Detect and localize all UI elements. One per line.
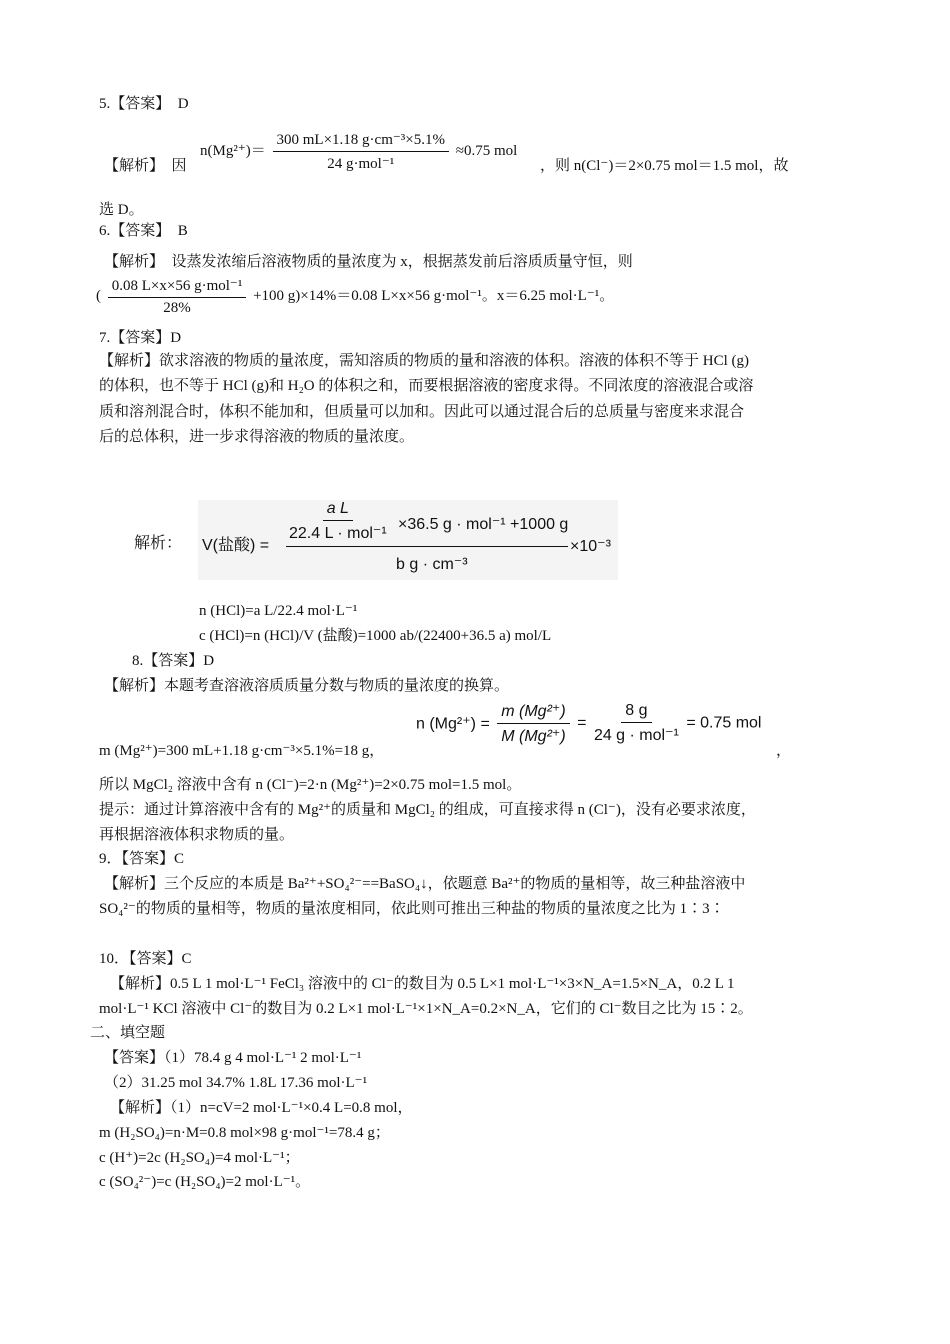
fill-analysis-3: c (H⁺)=2c (H₂SO₄)=4 mol·L⁻¹；	[99, 1150, 300, 1166]
q5-equation	[200, 130, 517, 173]
q8-eq-f2-denominator: 24 g · mol⁻¹	[593, 727, 679, 744]
q8-equation	[416, 701, 761, 746]
q5-eq-rhs: ≈0.75 mol	[455, 142, 518, 159]
fill-heading: 二、填空题	[90, 1025, 166, 1041]
q5-eq-lhs: n(Mg²⁺)＝	[200, 142, 266, 159]
q7-answer: 7.【答案】D	[99, 330, 182, 346]
q7-img-numerator-rest: ×36.5 g · mol⁻¹ +1000 g	[398, 516, 569, 533]
q9-answer: 9．【答案】C	[99, 851, 185, 867]
q5-tail2: 选 D。	[99, 202, 144, 218]
fill-analysis-4: c (SO₄²⁻)=c (H₂SO₄)=2 mol·L⁻¹。	[99, 1174, 311, 1190]
q7-c-line: c (HCl)=n (HCl)/V (盐酸)=1000 ab/(22400+36.5 a) mol/L	[199, 628, 552, 644]
q9-line-1: 【解析】三个反应的本质是 Ba²⁺+SO₄²⁻==BaSO₄↓，依题意 Ba²⁺的物质的量相等，故三种盐溶液中	[104, 876, 746, 892]
q8-comma: ，	[776, 743, 792, 759]
q6-eq-rest: +100 g)×14%＝0.08 L×x×56 g·mol⁻¹。x＝6.25 mol·L⁻¹。	[253, 287, 615, 304]
q5-analysis-label: 【解析】 因	[104, 158, 187, 174]
q9-line-2: SO₄²⁻的物质的量相等，物质的量浓度相同，依此则可推出三种盐的物质的量浓度之比为 1∶3∶	[99, 901, 725, 917]
q8-eq-f2-numerator: 8 g	[621, 702, 651, 723]
q8-m-line: m (Mg²⁺)=300 mL+1.18 g·cm⁻³×5.1%=18 g，	[99, 743, 385, 759]
q7-image-label: 解析：	[134, 535, 183, 552]
q7-line-4: 后的总体积，进一步求得溶液的物质的量浓度。	[99, 429, 415, 445]
q8-line-2: 所以 MgCl₂ 溶液中含有 n (Cl⁻)=2·n (Mg²⁺)=2×0.75 mol=1.5 mol。	[99, 777, 522, 793]
q8-line-4: 再根据溶液体积求物质的量。	[99, 827, 295, 843]
q5-eq-fraction	[273, 130, 449, 173]
q8-eq-fraction-1	[497, 701, 569, 746]
q8-line-3: 提示：通过计算溶液中含有的 Mg²⁺的质量和 MgCl₂ 的组成，可直接求得 n (Cl⁻)，没有必要求浓度，	[99, 802, 756, 818]
q10-line-2: mol·L⁻¹ KCl 溶液中 Cl⁻的数目为 0.2 L×1 mol·L⁻¹×1×N_A=0.2×N_A，它们的 Cl⁻数目之比为 15∶2。	[99, 1001, 753, 1017]
q7-img-tail: ×10⁻³	[570, 538, 611, 555]
q8-eq-f1-denominator: M (Mg²⁺)	[501, 728, 566, 745]
fill-analysis-2: m (H₂SO₄)=n·M=0.8 mol×98 g·mol⁻¹=78.4 g；	[99, 1125, 390, 1141]
fill-answer-1: 【答案】（1）78.4 g 4 mol·L⁻¹ 2 mol·L⁻¹	[104, 1050, 362, 1066]
q10-line-1: 【解析】0.5 L 1 mol·L⁻¹ FeCl₃ 溶液中的 Cl⁻的数目为 0.5 L×1 mol·L⁻¹×3×N_A=1.5×N_A，0.2 L 1	[110, 976, 735, 992]
q6-answer: 6.【答案】 B	[99, 223, 188, 239]
q6-eq-numerator: 0.08 L×x×56 g·mol⁻¹	[108, 276, 247, 298]
q7-n-line: n (HCl)=a L/22.4 mol·L⁻¹	[199, 603, 358, 619]
q8-eq-lhs: n (Mg²⁺) =	[416, 715, 490, 733]
q7-line-1: 【解析】欲求溶液的物质的量浓度，需知溶质的物质的量和溶液的体积。溶液的体积不等于 HCl (g)	[99, 353, 749, 369]
q6-analysis: 【解析】 设蒸发浓缩后溶液物质的量浓度为 x，根据蒸发前后溶质质量守恒，则	[104, 254, 633, 270]
q7-img-inner-denominator: 22.4 L · mol⁻¹	[289, 525, 387, 542]
q7-img-lhs: V(盐酸) =	[202, 537, 270, 554]
q5-eq-denominator: 24 g·mol⁻¹	[327, 156, 395, 172]
q8-eq-f1-numerator: m (Mg²⁺)	[497, 701, 569, 724]
q5-tail: ，则 n(Cl⁻)＝2×0.75 mol＝1.5 mol，故	[540, 158, 789, 174]
q8-analysis: 【解析】本题考查溶液溶质质量分数与物质的量浓度的换算。	[104, 678, 510, 694]
q10-answer: 10．【答案】C	[99, 951, 192, 967]
q8-eq-equals: =	[577, 714, 587, 732]
q8-eq-rhs: = 0.75 mol	[686, 714, 762, 732]
q8-answer: 8.【答案】D	[132, 653, 215, 669]
q6-eq-fraction	[108, 276, 247, 317]
fill-answer-2: （2）31.25 mol 34.7% 1.8L 17.36 mol·L⁻¹	[104, 1075, 368, 1091]
q6-eq-denominator: 28%	[163, 300, 191, 316]
q8-eq-fraction-2	[594, 702, 679, 745]
q6-eq-open: (	[96, 287, 101, 304]
q7-line-2: 的体积，也不等于 HCl (g)和 H₂O 的体积之和，而要根据溶液的密度求得。不同浓度的溶液混合或溶	[99, 378, 754, 394]
q7-img-denominator: b g · cm⁻³	[396, 556, 468, 573]
q6-equation	[96, 276, 614, 317]
q7-image-equation	[198, 500, 618, 580]
q5-answer: 5.【答案】 D	[99, 96, 189, 112]
q7-img-inner-fraction	[289, 500, 387, 543]
q5-eq-numerator: 300 mL×1.18 g·cm⁻³×5.1%	[273, 130, 449, 152]
q7-img-inner-numerator: a L	[323, 500, 353, 521]
fill-analysis-1: 【解析】（1）n=cV=2 mol·L⁻¹×0.4 L=0.8 mol，	[110, 1100, 413, 1116]
q7-line-3: 质和溶剂混合时，体积不能加和，但质量可以加和。因此可以通过混合后的总质量与密度来求混合	[99, 404, 745, 420]
